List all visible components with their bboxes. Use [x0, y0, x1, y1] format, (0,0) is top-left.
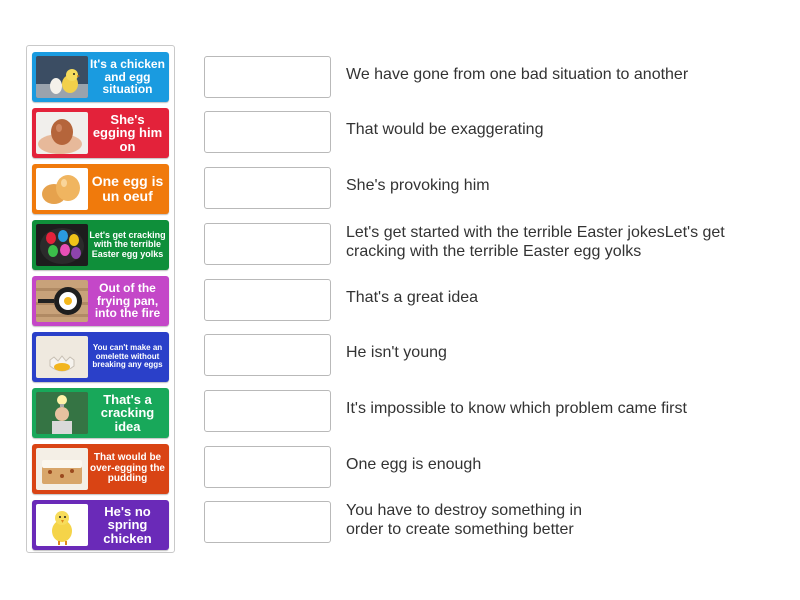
easter-eggs-bowl-image: [36, 224, 88, 266]
eggs-image: [36, 168, 88, 210]
hand-holding-egg-image: [36, 112, 88, 154]
answer-card-label: That would be over-egging the pudding: [89, 452, 165, 485]
chick-and-egg-image: [36, 56, 88, 98]
chick-image: [36, 504, 88, 546]
definition-2: That would be exaggerating: [346, 121, 544, 139]
answer-card-label: That's a cracking idea: [100, 391, 155, 434]
definition-5: That's a great idea: [346, 289, 479, 307]
drop-zone-1[interactable]: [204, 56, 331, 98]
definition-9: You have to destroy something in order to create something better: [346, 501, 583, 538]
frying-pan-egg-image: [36, 280, 88, 322]
drop-zone-7[interactable]: [204, 390, 331, 432]
pudding-cake-image: [36, 448, 88, 490]
answer-card-label: It's a chicken and egg situation: [90, 57, 165, 97]
answer-card-8[interactable]: [32, 444, 169, 494]
drop-zone-3[interactable]: [204, 167, 331, 209]
definition-1: We have gone from one bad situation to another: [346, 66, 689, 84]
answer-card-6[interactable]: [32, 332, 169, 382]
answer-card-label: Out of the frying pan, into the fire: [94, 281, 161, 321]
answer-card-label: Let's get cracking with the terrible Easter egg yolks: [89, 229, 166, 259]
answer-card-label: She's egging him on: [92, 111, 163, 154]
drop-zone-4[interactable]: [204, 223, 331, 265]
answer-card-3[interactable]: [32, 164, 169, 214]
drop-zone-8[interactable]: [204, 446, 331, 488]
answer-card-9[interactable]: [32, 500, 169, 550]
answer-card-label: He's no spring chicken: [103, 503, 152, 546]
lightbulb-boy-image: [36, 392, 88, 434]
definition-3: She's provoking him: [346, 177, 490, 195]
drop-zone-9[interactable]: [204, 501, 331, 543]
answer-card-1[interactable]: [32, 52, 169, 102]
definition-7: It's impossible to know which problem came first: [346, 400, 687, 418]
answer-card-7[interactable]: [32, 388, 169, 438]
drop-zone-6[interactable]: [204, 334, 331, 376]
answer-card-5[interactable]: [32, 276, 169, 326]
definition-4: Let's get started with the terrible Easter jokesLet's get cracking with the terrible Easter egg yolks: [346, 223, 725, 260]
definition-8: One egg is enough: [346, 456, 482, 474]
drop-zone-2[interactable]: [204, 111, 331, 153]
answer-card-4[interactable]: [32, 220, 169, 270]
answer-card-label: You can't make an omelette without breaking any eggs: [92, 343, 163, 370]
answer-card-label: One egg is un oeuf: [91, 173, 164, 204]
answer-card-2[interactable]: [32, 108, 169, 158]
drop-zone-5[interactable]: [204, 279, 331, 321]
cracked-egg-image: [36, 336, 88, 378]
definition-6: He isn't young: [346, 344, 447, 362]
